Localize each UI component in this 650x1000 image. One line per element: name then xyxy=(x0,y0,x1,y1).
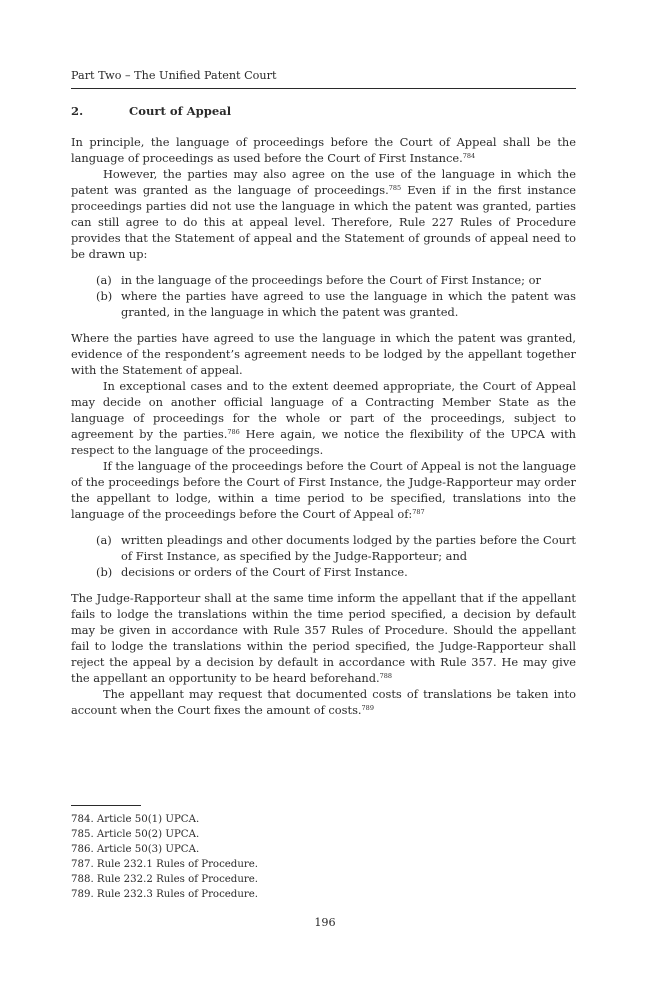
list-marker: (b) xyxy=(96,289,113,303)
running-head: Part Two – The Unified Patent Court xyxy=(71,68,576,89)
list-marker: (b) xyxy=(96,565,113,579)
footnote-ref[interactable]: 787 xyxy=(412,508,425,516)
footnote-ref[interactable]: 788 xyxy=(379,672,393,680)
list-item: (b) decisions or orders of the Court of First Instance. xyxy=(96,565,408,579)
footnote-ref[interactable]: 784 xyxy=(462,152,476,160)
footnote: 786. Article 50(3) UPCA. xyxy=(71,844,200,855)
footnote: 788. Rule 232.2 Rules of Procedure. xyxy=(71,874,259,885)
list-item: (a) in the language of the proceedings before the Court of First Instance; or xyxy=(96,273,541,287)
list-language-options xyxy=(71,272,576,320)
paragraph: In principle, the language of proceedings before the Court of Appeal shall be the language of proceedings as used before the Court of First Instance.$^{784}$ xyxy=(71,135,576,165)
paragraph: However, the parties may also agree on the use of the language in which the patent was granted as the language of proceedings.$^{785}$ Even if in the first instance proceedings parties did not use the language in which the patent was granted, parties can still agree to do this at appeal level. Therefore, Rule 227 Rules of Procedure provides that the Statement of appeal and the Statement of grounds of appeal need to be drawn up: xyxy=(71,167,576,261)
section-heading xyxy=(71,103,576,119)
paragraph: If the language of the proceedings before the Court of Appeal is not the language of the proceedings before the Court of First Instance, the Judge-Rapporteur may order the appellant to lodge, within a time period to be specified, translations into the language of the proceedings before the Court of Appeal of:$^{787}$ xyxy=(71,459,576,521)
footnotes xyxy=(71,812,576,902)
list-item: (b) where the parties have agreed to use the language in which the patent was granted, in the language in which the patent was granted. xyxy=(96,289,576,319)
footnote: 787. Rule 232.1 Rules of Procedure. xyxy=(71,859,259,870)
section-number: 2. xyxy=(71,104,84,118)
footnote-ref[interactable]: 785 xyxy=(388,184,402,192)
footnote: 785. Article 50(2) UPCA. xyxy=(71,829,200,840)
list-marker: (a) xyxy=(96,533,112,547)
paragraph: The Judge-Rapporteur shall at the same time inform the appellant that if the appellant fails to lodge the translations within the time period specified, a decision by default may be given in accordance with Rule 357 Rules of Procedure. Should the appellant fail to lodge the translations within the period specified, the Judge-Rapporteur shall reject the appeal by a decision by default in accordance with Rule 357. He may give the appellant an opportunity to be heard beforehand.$^{788}$ xyxy=(71,591,576,685)
footnote: 784. Article 50(1) UPCA. xyxy=(71,814,200,825)
page-number: 196 xyxy=(314,916,336,929)
footnote-divider xyxy=(71,805,141,806)
list-item: (a) written pleadings and other documents lodged by the parties before the Court of First Instance, as specified by the Judge-Rapporteur; and xyxy=(96,533,576,563)
paragraph: Where the parties have agreed to use the language in which the patent was granted, evidence of the respondent’s agreement needs to be lodged by the appellant together with the Statement of appeal. xyxy=(71,331,576,377)
section-title: Court of Appeal xyxy=(129,104,232,118)
paragraph: In exceptional cases and to the extent deemed appropriate, the Court of Appeal may decide on another official language of a Contracting Member State as the language of proceedings for the whole or part of the proceedings, subject to agreement by the parties.$^{786}$ Here again, we notice the flexibility of the UPCA with respect to the language of the proceedings. xyxy=(71,379,576,457)
list-translation-items xyxy=(71,532,576,580)
list-marker: (a) xyxy=(96,273,112,287)
footnote: 789. Rule 232.3 Rules of Procedure. xyxy=(71,889,259,900)
paragraph: The appellant may request that documented costs of translations be taken into account when the Court fixes the amount of costs.$^{789}$ xyxy=(71,687,576,717)
footnote-ref[interactable]: 789 xyxy=(361,704,374,712)
page-body xyxy=(71,68,576,718)
footnote-ref[interactable]: 786 xyxy=(227,428,240,436)
